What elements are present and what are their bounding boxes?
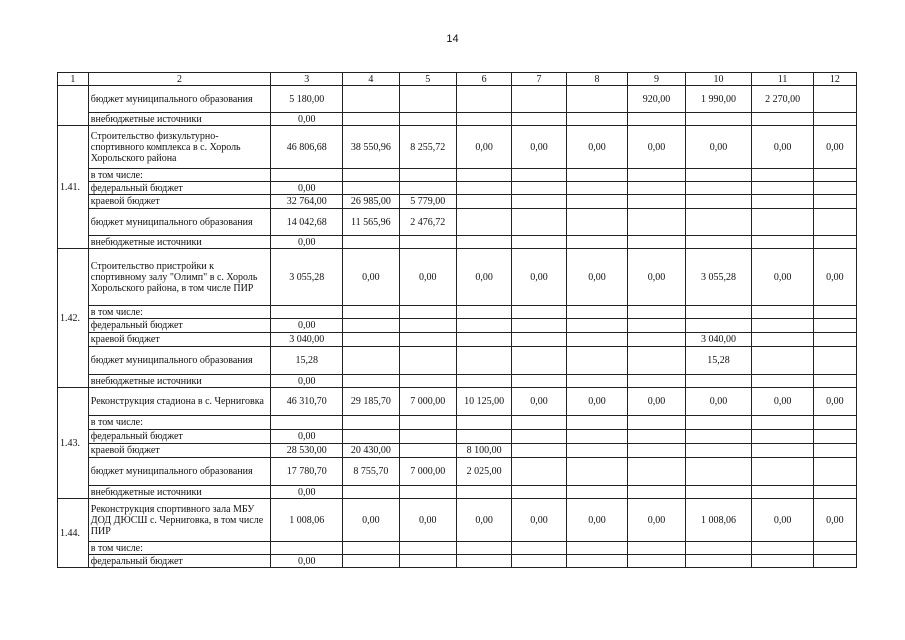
value-cell [399,430,456,444]
row-name: внебюджетные источники [88,375,271,388]
table-row [58,182,857,195]
value-cell [752,236,814,249]
value-cell: 0,00 [685,126,752,169]
value-cell [685,182,752,195]
value-cell: 2 270,00 [752,86,814,113]
value-cell [399,319,456,333]
row-name: в том числе: [88,542,271,555]
value-cell [512,444,566,458]
value-cell [512,236,566,249]
column-header: 7 [512,73,566,86]
value-cell [752,209,814,236]
value-cell: 0,00 [685,388,752,416]
value-cell [813,542,856,555]
value-cell [456,347,511,375]
column-header: 6 [456,73,511,86]
row-name: в том числе: [88,306,271,319]
value-cell: 5 180,00 [271,86,343,113]
item-index: 1.44. [58,499,89,568]
value-cell: 0,00 [271,182,343,195]
value-cell [685,169,752,182]
table-row [58,333,857,347]
value-cell [456,113,511,126]
value-cell: 920,00 [628,86,685,113]
value-cell [271,542,343,555]
row-name: Реконструкция спортивного зала МБУ ДОД ДЮСШ с. Черниговка, в том числе ПИР [88,499,271,542]
value-cell [628,444,685,458]
value-cell: 0,00 [512,388,566,416]
column-header: 12 [813,73,856,86]
value-cell [752,430,814,444]
page-number: 14 [446,33,459,45]
value-cell [343,319,399,333]
table-row [58,306,857,319]
value-cell [512,333,566,347]
value-cell [813,375,856,388]
value-cell: 15,28 [685,347,752,375]
value-cell [512,195,566,209]
value-cell [566,444,628,458]
value-cell [628,169,685,182]
value-cell [566,542,628,555]
value-cell [456,209,511,236]
value-cell [566,555,628,568]
value-cell [399,182,456,195]
table-row [58,458,857,486]
value-cell [566,458,628,486]
value-cell [685,444,752,458]
value-cell [813,169,856,182]
table-row [58,499,857,542]
table-row [58,209,857,236]
column-header: 9 [628,73,685,86]
value-cell [752,375,814,388]
item-index: 1.42. [58,249,89,388]
value-cell: 3 040,00 [271,333,343,347]
value-cell [343,430,399,444]
value-cell [343,236,399,249]
value-cell [566,195,628,209]
value-cell [813,306,856,319]
value-cell [813,333,856,347]
value-cell [752,542,814,555]
value-cell [752,306,814,319]
value-cell [456,333,511,347]
value-cell: 0,00 [752,249,814,306]
value-cell: 0,00 [813,388,856,416]
row-name: федеральный бюджет [88,555,271,568]
value-cell [628,416,685,430]
value-cell [512,113,566,126]
row-name: бюджет муниципального образования [88,347,271,375]
value-cell: 0,00 [566,249,628,306]
value-cell [456,486,511,499]
value-cell: 0,00 [271,319,343,333]
value-cell [343,306,399,319]
value-cell [566,347,628,375]
value-cell [685,209,752,236]
value-cell [628,319,685,333]
value-cell [512,542,566,555]
value-cell [685,195,752,209]
value-cell: 5 779,00 [399,195,456,209]
value-cell [512,86,566,113]
value-cell: 0,00 [271,486,343,499]
column-header-row [58,73,857,86]
row-name: федеральный бюджет [88,182,271,195]
value-cell: 14 042,68 [271,209,343,236]
value-cell: 0,00 [752,499,814,542]
row-name: в том числе: [88,416,271,430]
value-cell [399,416,456,430]
value-cell: 32 764,00 [271,195,343,209]
table-row [58,126,857,169]
value-cell [813,113,856,126]
value-cell: 2 025,00 [456,458,511,486]
value-cell: 8 755,70 [343,458,399,486]
value-cell [566,375,628,388]
value-cell [399,555,456,568]
value-cell [456,542,511,555]
table-row [58,236,857,249]
row-name: Строительство физкультурно-спортивного комплекса в с. Хороль Хорольского района [88,126,271,169]
value-cell [685,542,752,555]
value-cell [456,169,511,182]
value-cell: 0,00 [456,249,511,306]
value-cell [512,486,566,499]
value-cell [512,209,566,236]
row-name: внебюджетные источники [88,113,271,126]
row-name: Реконструкция стадиона в с. Черниговка [88,388,271,416]
value-cell [566,430,628,444]
value-cell [685,319,752,333]
value-cell [752,458,814,486]
value-cell: 0,00 [512,126,566,169]
value-cell: 1 008,06 [271,499,343,542]
value-cell: 0,00 [813,499,856,542]
value-cell [566,113,628,126]
value-cell [628,375,685,388]
value-cell [456,555,511,568]
table-row [58,169,857,182]
value-cell [628,486,685,499]
value-cell [628,555,685,568]
value-cell: 1 008,06 [685,499,752,542]
table-row [58,113,857,126]
value-cell [271,416,343,430]
table-row [58,347,857,375]
table-row [58,249,857,306]
value-cell [566,486,628,499]
value-cell [752,113,814,126]
value-cell [271,169,343,182]
value-cell: 0,00 [566,499,628,542]
value-cell [628,347,685,375]
value-cell [566,86,628,113]
value-cell: 46 310,70 [271,388,343,416]
row-name: краевой бюджет [88,333,271,347]
value-cell [566,182,628,195]
value-cell [512,458,566,486]
value-cell [512,416,566,430]
value-cell: 28 530,00 [271,444,343,458]
value-cell [456,182,511,195]
value-cell: 0,00 [628,249,685,306]
value-cell [456,375,511,388]
value-cell: 2 476,72 [399,209,456,236]
value-cell: 0,00 [271,555,343,568]
column-header: 1 [58,73,89,86]
value-cell [566,416,628,430]
value-cell [399,169,456,182]
value-cell [566,319,628,333]
table-body [58,73,857,568]
row-name: внебюджетные источники [88,486,271,499]
value-cell: 0,00 [271,430,343,444]
value-cell [512,375,566,388]
value-cell [752,182,814,195]
value-cell: 0,00 [813,249,856,306]
value-cell [566,333,628,347]
value-cell: 0,00 [752,388,814,416]
value-cell [566,236,628,249]
value-cell [343,347,399,375]
value-cell [813,444,856,458]
item-index: 1.43. [58,388,89,499]
value-cell: 0,00 [813,126,856,169]
value-cell [399,113,456,126]
value-cell [813,347,856,375]
value-cell [813,416,856,430]
value-cell: 17 780,70 [271,458,343,486]
value-cell [628,182,685,195]
value-cell [399,486,456,499]
row-name: внебюджетные источники [88,236,271,249]
value-cell [399,306,456,319]
value-cell: 7 000,00 [399,388,456,416]
table-row [58,195,857,209]
table-row [58,430,857,444]
table-row [58,444,857,458]
row-name: краевой бюджет [88,444,271,458]
value-cell: 0,00 [343,249,399,306]
value-cell [685,458,752,486]
value-cell: 0,00 [566,388,628,416]
value-cell [566,169,628,182]
value-cell: 0,00 [456,499,511,542]
value-cell [752,444,814,458]
value-cell: 0,00 [512,499,566,542]
value-cell [512,169,566,182]
value-cell [813,486,856,499]
value-cell [752,486,814,499]
column-header: 3 [271,73,343,86]
value-cell [456,195,511,209]
value-cell [343,486,399,499]
value-cell [343,113,399,126]
value-cell [512,430,566,444]
value-cell [456,86,511,113]
value-cell: 1 990,00 [685,86,752,113]
value-cell: 0,00 [628,499,685,542]
budget-table [57,72,857,568]
value-cell: 46 806,68 [271,126,343,169]
value-cell [456,319,511,333]
value-cell [566,209,628,236]
column-header: 11 [752,73,814,86]
value-cell: 7 000,00 [399,458,456,486]
value-cell [685,236,752,249]
value-cell [628,209,685,236]
value-cell [813,319,856,333]
value-cell [752,195,814,209]
value-cell [628,430,685,444]
value-cell: 20 430,00 [343,444,399,458]
value-cell [813,182,856,195]
row-name: бюджет муниципального образования [88,458,271,486]
value-cell [813,195,856,209]
column-header: 4 [343,73,399,86]
value-cell [685,113,752,126]
value-cell: 3 055,28 [271,249,343,306]
value-cell [456,430,511,444]
value-cell: 15,28 [271,347,343,375]
column-header: 5 [399,73,456,86]
table-row [58,388,857,416]
value-cell [343,169,399,182]
value-cell: 0,00 [271,375,343,388]
value-cell [628,236,685,249]
column-header: 2 [88,73,271,86]
value-cell [628,195,685,209]
table-row [58,375,857,388]
value-cell [752,555,814,568]
value-cell [343,542,399,555]
value-cell [628,306,685,319]
value-cell [628,542,685,555]
table-row [58,416,857,430]
value-cell [685,486,752,499]
table-row [58,542,857,555]
value-cell: 0,00 [399,499,456,542]
value-cell: 10 125,00 [456,388,511,416]
column-header: 10 [685,73,752,86]
value-cell [271,306,343,319]
value-cell: 3 040,00 [685,333,752,347]
value-cell [813,555,856,568]
value-cell [456,416,511,430]
value-cell: 26 985,00 [343,195,399,209]
value-cell [813,86,856,113]
value-cell: 0,00 [271,236,343,249]
value-cell: 38 550,96 [343,126,399,169]
value-cell [566,306,628,319]
item-index [58,86,89,126]
column-header: 8 [566,73,628,86]
value-cell [343,555,399,568]
value-cell [813,458,856,486]
value-cell [752,169,814,182]
value-cell: 0,00 [628,388,685,416]
value-cell [343,182,399,195]
value-cell [512,182,566,195]
value-cell: 0,00 [512,249,566,306]
value-cell [512,319,566,333]
value-cell: 0,00 [399,249,456,306]
row-name: в том числе: [88,169,271,182]
value-cell [628,113,685,126]
value-cell [399,347,456,375]
value-cell: 0,00 [628,126,685,169]
value-cell [343,86,399,113]
value-cell [685,306,752,319]
value-cell [813,430,856,444]
row-name: бюджет муниципального образования [88,86,271,113]
value-cell [685,375,752,388]
value-cell [399,333,456,347]
value-cell [399,375,456,388]
table-row [58,86,857,113]
value-cell [685,416,752,430]
row-name: федеральный бюджет [88,319,271,333]
row-name: федеральный бюджет [88,430,271,444]
value-cell: 29 185,70 [343,388,399,416]
row-name: краевой бюджет [88,195,271,209]
value-cell: 0,00 [752,126,814,169]
value-cell [685,430,752,444]
item-index: 1.41. [58,126,89,249]
value-cell [628,333,685,347]
row-name: бюджет муниципального образования [88,209,271,236]
value-cell [399,542,456,555]
value-cell: 0,00 [566,126,628,169]
value-cell [512,306,566,319]
value-cell [343,333,399,347]
value-cell [813,209,856,236]
table-row [58,486,857,499]
value-cell [456,236,511,249]
value-cell: 8 100,00 [456,444,511,458]
row-name: Строительство пристройки к спортивному залу "Олимп" в с. Хороль Хорольского района, в том числе ПИР [88,249,271,306]
value-cell [752,347,814,375]
value-cell [399,236,456,249]
value-cell [512,555,566,568]
value-cell [685,555,752,568]
value-cell [456,306,511,319]
value-cell: 0,00 [271,113,343,126]
value-cell [628,458,685,486]
value-cell [752,333,814,347]
value-cell: 0,00 [456,126,511,169]
value-cell: 3 055,28 [685,249,752,306]
value-cell: 11 565,96 [343,209,399,236]
value-cell [343,375,399,388]
value-cell [512,347,566,375]
value-cell [752,416,814,430]
value-cell: 8 255,72 [399,126,456,169]
table-row [58,555,857,568]
value-cell [399,86,456,113]
value-cell [752,319,814,333]
value-cell [399,444,456,458]
value-cell [813,236,856,249]
value-cell [343,416,399,430]
table-row [58,319,857,333]
value-cell: 0,00 [343,499,399,542]
